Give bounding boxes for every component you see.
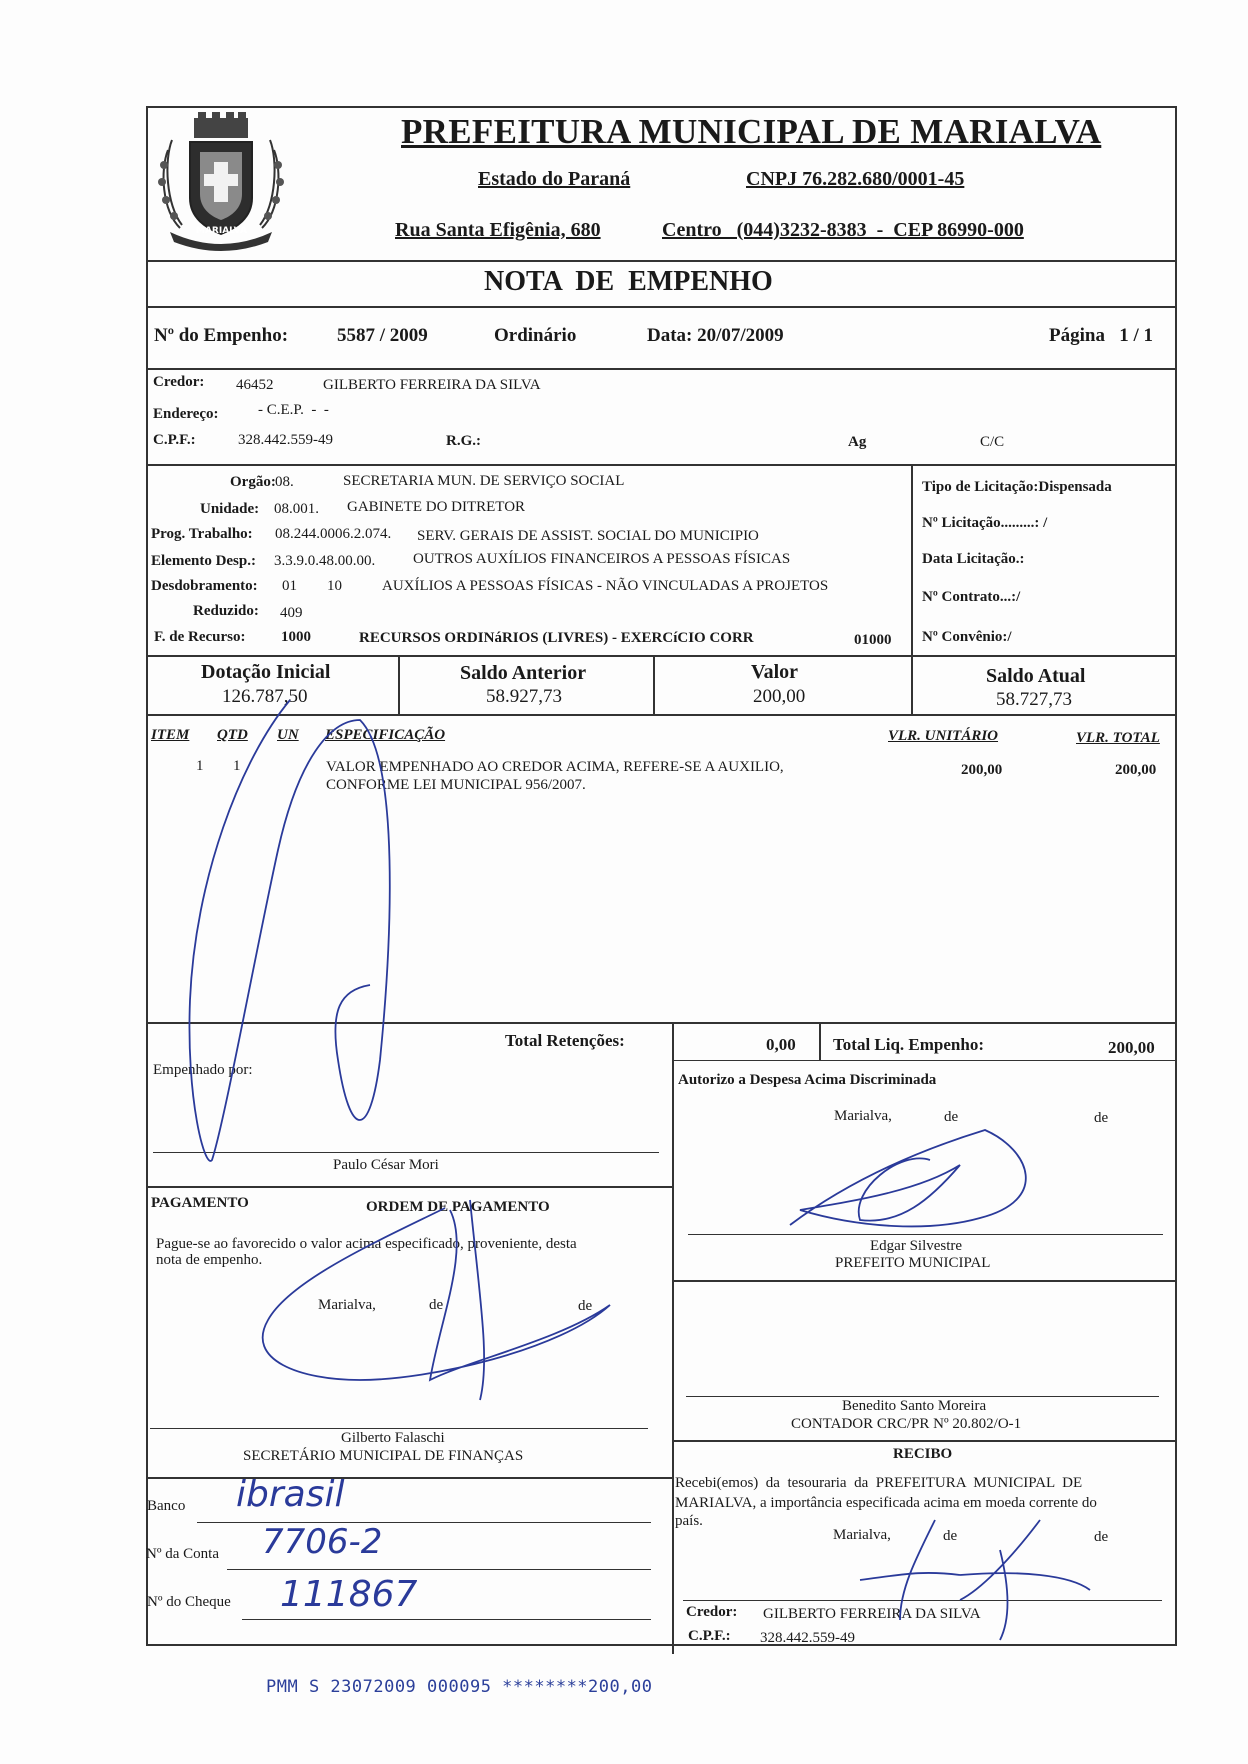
autorizo-place: Marialva, <box>834 1108 892 1124</box>
total-liquido-value: 200,00 <box>1108 1038 1155 1057</box>
elemento-name: OUTROS AUXÍLIOS FINANCEIROS A PESSOAS FÍSICAS <box>413 551 791 567</box>
contador-role: CONTADOR CRC/PR Nº 20.802/O-1 <box>791 1416 1022 1432</box>
credor-name: GILBERTO FERREIRA DA SILVA <box>323 377 541 393</box>
document-title: NOTA DE EMPENHO <box>484 266 773 297</box>
endereco-value: - C.E.P. - - <box>258 402 329 418</box>
state-name: Estado do Paraná <box>478 168 631 190</box>
recibo-cpf-label: C.P.F.: <box>688 1628 731 1644</box>
saldo-atual-label: Saldo Atual <box>986 665 1086 687</box>
pagamento-label: PAGAMENTO <box>151 1195 249 1211</box>
autorizo-signer: Edgar Silvestre <box>870 1238 963 1254</box>
crest-banner-text: MARIALVA <box>196 226 247 236</box>
cheque-label: Nº do Cheque <box>147 1594 231 1610</box>
saldo-anterior-value: 58.927,73 <box>486 686 562 707</box>
pagamento-de-1: de <box>429 1297 444 1313</box>
cheque-handwritten: 111867 <box>280 1574 418 1615</box>
col-header-especificacao: ESPECIFICAÇÃO <box>325 727 446 743</box>
total-retencoes-label: Total Retenções: <box>505 1031 625 1050</box>
banco-label: Banco <box>147 1498 186 1514</box>
unidade-code: 08.001. <box>274 501 319 517</box>
empenhado-por-name: Paulo César Mori <box>333 1157 439 1173</box>
prog-trabalho-label: Prog. Trabalho: <box>151 526 253 542</box>
recibo-text-line-2: MARIALVA, a importância especificada acima em moeda corrente do <box>675 1495 1097 1511</box>
ag-label: Ag <box>848 434 867 450</box>
page-number: Página 1 / 1 <box>1049 325 1153 346</box>
credor-label: Credor: <box>153 374 205 390</box>
empenho-type: Ordinário <box>494 325 577 346</box>
prog-trabalho-code: 08.244.0006.2.074. <box>275 526 392 542</box>
licitacao-numero: Nº Licitação.........: / <box>922 515 1048 531</box>
cpf-value: 328.442.559-49 <box>238 432 333 448</box>
total-retencoes-value: 0,00 <box>766 1035 796 1054</box>
saldo-atual-value: 58.727,73 <box>996 689 1072 710</box>
orgao-label: Orgão: <box>230 474 276 490</box>
endereco-label: Endereço: <box>153 406 219 422</box>
recibo-text-line-3: país. <box>675 1513 703 1529</box>
empenho-date: Data: 20/07/2009 <box>647 325 784 346</box>
orgao-code: 08. <box>275 474 294 490</box>
credor-code: 46452 <box>236 377 274 393</box>
col-header-vlr-total: VLR. TOTAL <box>1076 730 1160 746</box>
dotacao-inicial-value: 126.787,50 <box>222 686 308 707</box>
item-vlr-total: 200,00 <box>1115 762 1157 778</box>
desdobramento-code-1: 01 <box>282 578 297 594</box>
valor-value: 200,00 <box>753 686 806 707</box>
street-address: Rua Santa Efigênia, 680 <box>395 219 601 241</box>
unidade-name: GABINETE DO DITRETOR <box>347 499 526 515</box>
dotacao-inicial-label: Dotação Inicial <box>201 661 331 683</box>
recibo-text-line-1: Recebi(emos) da tesouraria da PREFEITURA MUNICIPAL DE <box>675 1475 1083 1491</box>
empenhado-por-label: Empenhado por: <box>153 1062 253 1078</box>
recibo-place: Marialva, <box>833 1527 891 1543</box>
desdobramento-code-2: 10 <box>327 578 342 594</box>
conta-label: Nº da Conta <box>146 1546 219 1562</box>
banco-handwritten: ibrasil <box>236 1474 345 1515</box>
orgao-name: SECRETARIA MUN. DE SERVIÇO SOCIAL <box>343 473 625 489</box>
recibo-de-2: de <box>1094 1529 1109 1545</box>
recibo-label: RECIBO <box>893 1446 953 1462</box>
col-header-qtd: QTD <box>217 727 248 743</box>
empenho-number-label: Nº do Empenho: <box>154 325 289 346</box>
col-header-vlr-unitario: VLR. UNITÁRIO <box>888 728 999 744</box>
reduzido-label: Reduzido: <box>193 603 259 619</box>
pagamento-signer: Gilberto Falaschi <box>341 1430 445 1446</box>
page-title: PREFEITURA MUNICIPAL DE MARIALVA <box>401 112 1102 151</box>
convenio-numero: Nº Convênio:/ <box>922 629 1012 645</box>
fonte-name: RECURSOS ORDINáRIOS (LIVRES) - EXERCíCIO CORR <box>359 630 754 646</box>
total-liquido-label: Total Liq. Empenho: <box>833 1035 984 1054</box>
valor-label: Valor <box>751 661 799 683</box>
contador-signer: Benedito Santo Moreira <box>842 1398 987 1414</box>
col-header-un: UN <box>277 727 299 743</box>
rg-label: R.G.: <box>446 433 481 449</box>
cpf-label: C.P.F.: <box>153 432 196 448</box>
reduzido-value: 409 <box>280 605 303 621</box>
licitacao-data: Data Licitação.: <box>922 551 1025 567</box>
item-description-line-2: CONFORME LEI MUNICIPAL 956/2007. <box>326 777 586 793</box>
recibo-cpf-value: 328.442.559-49 <box>760 1630 855 1646</box>
empenho-number: 5587 / 2009 <box>337 325 428 346</box>
pagamento-place: Marialva, <box>318 1297 376 1313</box>
contrato-numero: Nº Contrato...:/ <box>922 589 1021 605</box>
recibo-credor-label: Credor: <box>686 1604 738 1620</box>
prog-trabalho-name: SERV. GERAIS DE ASSIST. SOCIAL DO MUNICIPIO <box>417 528 759 544</box>
pagamento-role: SECRETÁRIO MUNICIPAL DE FINANÇAS <box>243 1448 524 1464</box>
pagamento-de-2: de <box>578 1298 593 1314</box>
licitacao-tipo: Tipo de Licitação:Dispensada <box>922 479 1112 495</box>
cnpj: CNPJ 76.282.680/0001-45 <box>746 168 965 190</box>
autorizo-role: PREFEITO MUNICIPAL <box>835 1255 991 1271</box>
fonte-number: 01000 <box>854 632 892 648</box>
pagamento-text-line-1: Pague-se ao favorecido o valor acima especificado, proveniente, desta <box>156 1236 577 1252</box>
conta-handwritten: 7706-2 <box>262 1522 383 1562</box>
cc-label: C/C <box>980 434 1005 450</box>
fonte-code: 1000 <box>281 629 311 645</box>
fonte-label: F. de Recurso: <box>154 629 246 645</box>
saldo-anterior-label: Saldo Anterior <box>460 662 587 684</box>
item-description-line-1: VALOR EMPENHADO AO CREDOR ACIMA, REFERE-SE A AUXILIO, <box>326 759 784 775</box>
item-vlr-unitario: 200,00 <box>961 762 1003 778</box>
col-header-item: ITEM <box>151 727 190 743</box>
payment-stamp: PMM S 23072009 000095 ********200,00 <box>266 1677 653 1697</box>
autorizo-de-1: de <box>944 1109 959 1125</box>
autorizo-label: Autorizo a Despesa Acima Discriminada <box>678 1072 937 1088</box>
desdobramento-name: AUXÍLIOS A PESSOAS FÍSICAS - NÃO VINCULADAS A PROJETOS <box>382 578 829 594</box>
recibo-de-1: de <box>943 1528 958 1544</box>
elemento-label: Elemento Desp.: <box>151 553 256 569</box>
item-qtd: 1 <box>233 758 241 774</box>
ordem-pagamento-label: ORDEM DE PAGAMENTO <box>366 1199 550 1215</box>
elemento-code: 3.3.9.0.48.00.00. <box>274 553 376 569</box>
pagamento-text-line-2: nota de empenho. <box>156 1252 263 1268</box>
desdobramento-label: Desdobramento: <box>151 578 258 594</box>
autorizo-de-2: de <box>1094 1110 1109 1126</box>
district-phone-cep: Centro (044)3232-8383 - CEP 86990-000 <box>662 219 1024 241</box>
unidade-label: Unidade: <box>200 501 260 517</box>
recibo-credor-name: GILBERTO FERREIRA DA SILVA <box>763 1606 981 1622</box>
item-number: 1 <box>196 758 204 774</box>
